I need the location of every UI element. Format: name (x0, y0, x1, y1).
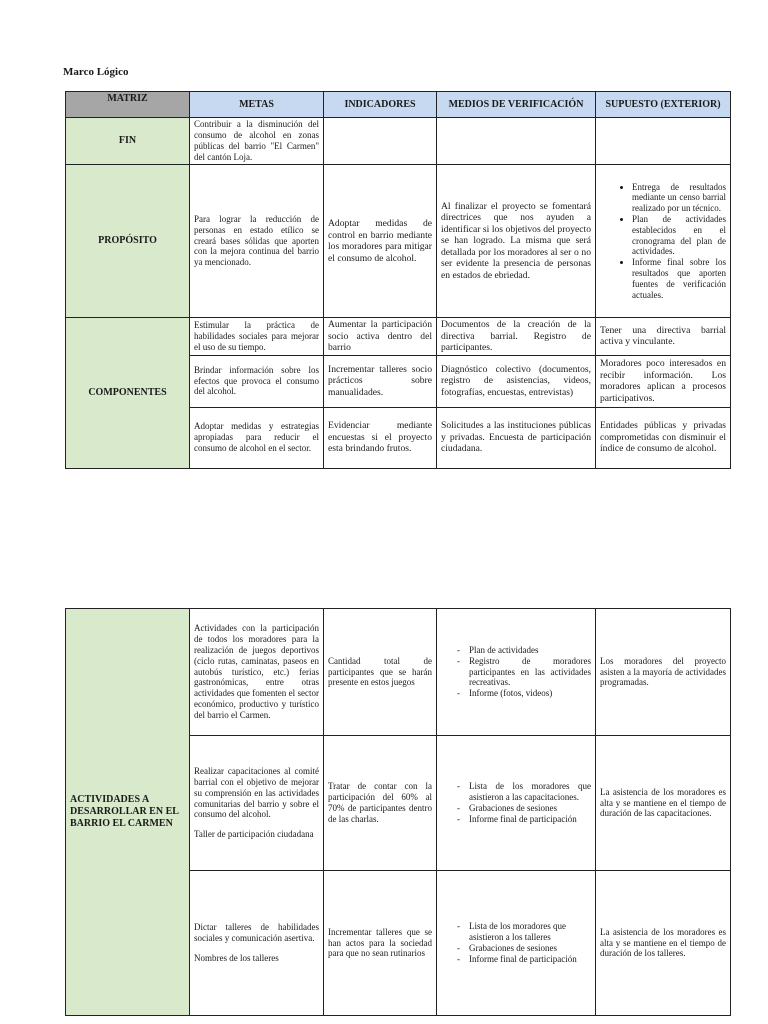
list-item: - Grabaciones de sesiones (469, 943, 591, 954)
logical-framework-table (65, 91, 731, 469)
cell-act1-medios (437, 609, 596, 736)
cell-comp2-indicadores: Incrementar talleres socio prácticos sobre manualidades. (324, 355, 437, 407)
cell-comp1-metas: Estimular la práctica de habilidades sociales para mejorar el uso de su tiempo. (190, 318, 324, 356)
cell-act2-medios (437, 736, 596, 871)
list-item: - Informe final de participación (469, 954, 591, 965)
list-item: - Informe final de participación (469, 814, 591, 825)
cell-comp1-indicadores: Aumentar la participación socio activa dentro del barrio (324, 318, 437, 356)
cell-act2-supuesto: La asistencia de los moradores es alta y se mantiene en el tiempo de duración de las capacitaciones. (596, 736, 731, 871)
activities-table (65, 608, 731, 1016)
cell-fin-indicadores (324, 118, 437, 165)
document-title: Marco Lógico (63, 66, 129, 78)
cell-proposito-indicadores: Adoptar medidas de control en barrio mediante los moradores para mitigar el consumo de alcohol. (324, 165, 437, 318)
cell-act1-metas: Actividades con la participación de todos los moradores para la realización de juegos deportivos (ciclo rutas, caminatas, paseos en autobús turístico, etc.) ferias gastronómicas, entre otras actividades que fomenten el sector económico, productivo y turístico del barrio el Carmen. (190, 609, 324, 736)
act3-metas-text: Dictar talleres de habilidades sociales y comunicación asertiva. (194, 922, 319, 944)
cell-act1-supuesto: Los moradores del proyecto asisten a la mayoría de actividades programadas. (596, 609, 731, 736)
cell-act1-indicadores: Cantidad total de participantes que se harán presente en estos juegos (324, 609, 437, 736)
cell-comp3-supuesto: Entidades públicas y privadas comprometidas con disminuir el índice de consumo de alcohol. (596, 407, 731, 468)
header-metas: METAS (190, 92, 324, 118)
cell-proposito-medios: Al finalizar el proyecto se fomentará directrices que nos ayuden a identificar si los objetivos del proyecto se han logrado. La misma que será detallada por los moradores al ser o no ser evidente la presencia de personas en estados de ebriedad. (437, 165, 596, 318)
cell-comp1-supuesto: Tener una directiva barrial activa y vinculante. (596, 318, 731, 356)
cell-comp1-medios: Documentos de la creación de la directiva barrial. Registro de participantes. (437, 318, 596, 356)
cell-comp2-supuesto: Moradores poco interesados en recibir información. Los moradores aplican a procesos participativos. (596, 355, 731, 407)
header-indicadores: INDICADORES (324, 92, 437, 118)
cell-comp2-metas: Brindar información sobre los efectos que provoca el consumo del alcohol. (190, 355, 324, 407)
list-item: • Entrega de resultados mediante un censo barrial realizado por un técnico. (632, 182, 726, 214)
list-item: - Informe (fotos, videos) (469, 688, 591, 699)
cell-comp3-metas: Adoptar medidas y estrategias apropiadas para reducir el consumo de alcohol en el sector. (190, 407, 324, 468)
cell-comp3-indicadores: Evidenciar mediante encuestas si el proyecto esta brindando frutos. (324, 407, 437, 468)
row-label-proposito: PROPÓSITO (66, 165, 190, 318)
row-componentes-1 (66, 318, 731, 356)
row-proposito (66, 165, 731, 318)
list-item: - Lista de los moradores que asistieron a los talleres (469, 921, 591, 943)
activity-row-1 (66, 609, 731, 736)
header-matriz: MATRIZ (66, 92, 190, 118)
list-item: - Registro de moradores participantes en las actividades recreativas. (469, 656, 591, 688)
medios-dash-list (441, 645, 591, 699)
act2-metas-text: Realizar capacitaciones al comité barrial con el objetivo de mejorar su comprensión en las actividades comunitarias del barrio y sobre el consumo del alcohol. (194, 766, 319, 820)
list-item: - Grabaciones de sesiones (469, 803, 591, 814)
medios-dash-list (441, 921, 591, 964)
row-label-componentes: COMPONENTES (66, 318, 190, 469)
cell-proposito-supuesto (596, 165, 731, 318)
row-label-actividades: ACTIVIDADES A DESARROLLAR EN EL BARRIO EL CARMEN (66, 609, 190, 1016)
cell-fin-medios (437, 118, 596, 165)
list-item: - Lista de los moradores que asistieron a las capacitaciones. (469, 781, 591, 803)
header-row (66, 92, 731, 118)
cell-act2-indicadores: Tratar de contar con la participación del 60% al 70% de participantes dentro de las charlas. (324, 736, 437, 871)
cell-comp2-medios: Diagnóstico colectivo (documentos, registro de asistencias, videos, fotografías, encuestas, entrevistas) (437, 355, 596, 407)
act3-metas-extra: Nombres de los talleres (194, 952, 279, 963)
cell-act2-metas (190, 736, 324, 871)
act2-metas-extra: Taller de participación ciudadana (194, 829, 314, 840)
header-medios: MEDIOS DE VERIFICACIÓN (437, 92, 596, 118)
cell-proposito-metas: Para lograr la reducción de personas en estado etílico se creará bases sólidas que aporten con la mejora continua del barrio ya mencionado. (190, 165, 324, 318)
row-fin (66, 118, 731, 165)
header-supuesto: SUPUESTO (EXTERIOR) (596, 92, 731, 118)
list-item: • Plan de actividades establecidos en el cronograma del plan de actividades. (632, 214, 726, 257)
cell-act3-medios (437, 871, 596, 1016)
cell-act3-indicadores: Incrementar talleres que se han actos para la sociedad para que no sean rutinarios (324, 871, 437, 1016)
cell-fin-supuesto (596, 118, 731, 165)
medios-dash-list (441, 781, 591, 824)
cell-act3-supuesto: La asistencia de los moradores es alta y se mantiene en el tiempo de duración de los talleres. (596, 871, 731, 1016)
list-item: • Informe final sobre los resultados que aporten fuentes de verificación actuales. (632, 257, 726, 300)
supuesto-bullet-list (600, 182, 726, 301)
cell-fin-metas: Contribuir a la disminución del consumo de alcohol en zonas públicas del barrio "El Carmen" del cantón Loja. (190, 118, 324, 165)
cell-act3-metas (190, 871, 324, 1016)
list-item: - Plan de actividades (469, 645, 591, 656)
row-label-fin: FIN (66, 118, 190, 165)
cell-comp3-medios: Solicitudes a las instituciones públicas y privadas. Encuesta de participación ciudadana. (437, 407, 596, 468)
